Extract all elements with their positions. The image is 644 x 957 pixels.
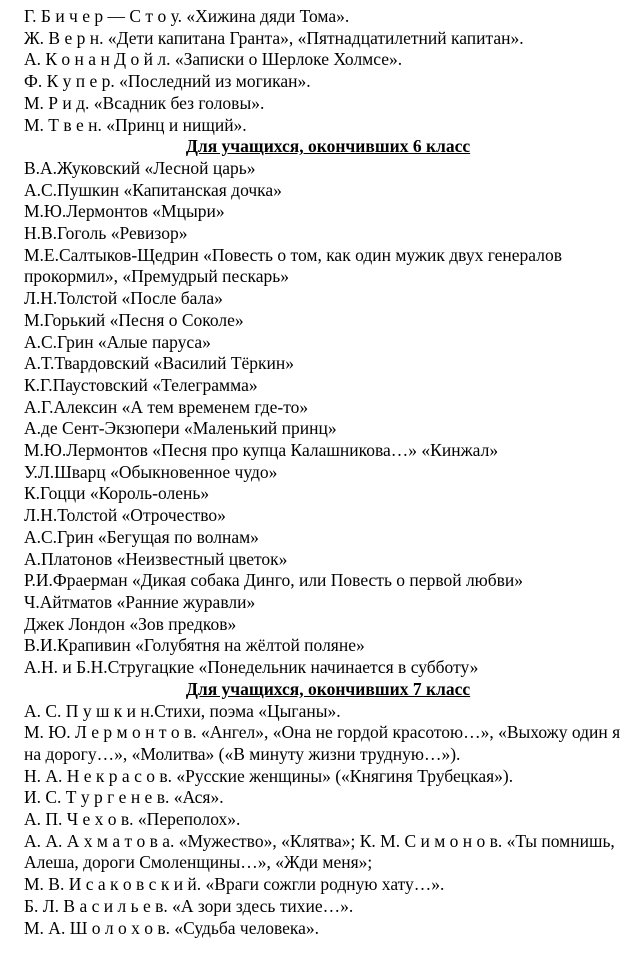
list-item: М. В. И с а к о в с к и й. «Враги сожгли родную хату…».	[24, 874, 445, 895]
list-item: А.С.Грин «Алые паруса»	[24, 331, 211, 352]
reading-list-grade-7	[24, 701, 632, 940]
list-item: А.де Сент-Экзюпери «Маленький принц»	[24, 418, 337, 439]
list-item: К.Гоцци «Король-олень»	[24, 483, 210, 504]
list-item: А.С.Пушкин «Капитанская дочка»	[24, 179, 282, 200]
list-item: Г. Б и ч е р — С т о у. «Хижина дяди Тома».	[24, 6, 350, 26]
list-item: И. С. Т у р г е н е в. «Ася».	[24, 787, 224, 808]
list-item: Джек Лондон «Зов предков»	[24, 613, 237, 634]
list-item: А.Т.Твардовский «Василий Тёркин»	[24, 353, 295, 374]
list-item: М.Ю.Лермонтов «Песня про купца Калашникова…» «Кинжал»	[24, 440, 499, 461]
section-heading-grade-6: Для учащихся, окончивших 6 класс	[185, 136, 471, 157]
list-item: Р.И.Фраерман «Дикая собака Динго, или Повесть о первой любви»	[24, 570, 524, 591]
list-item: Н. А. Н е к р а с о в. «Русские женщины» («Княгиня Трубецкая»).	[24, 765, 514, 786]
list-item: К.Г.Паустовский «Телеграмма»	[24, 374, 258, 395]
list-item: М.Ю.Лермонтов «Мцыри»	[24, 201, 225, 222]
list-item: Ч.Айтматов «Ранние журавли»	[24, 591, 256, 612]
list-item: М.Е.Салтыков-Щедрин «Повесть о том, как один мужик двух генералов прокормил», «Премудрый пескарь»	[24, 244, 562, 287]
list-item: Н.В.Гоголь «Ревизор»	[24, 223, 188, 244]
list-item: Б. Л. В а с и л ь е в. «А зори здесь тихие…».	[24, 895, 354, 916]
list-item: М.Горький «Песня о Соколе»	[24, 309, 244, 330]
list-item: А. П. Ч е х о в. «Переполох».	[24, 809, 241, 830]
list-item: А.Н. и Б.Н.Стругацкие «Понедельник начинается в субботу»	[24, 657, 479, 678]
section-heading-grade-7: Для учащихся, окончивших 7 класс	[185, 678, 471, 699]
reading-list-general	[24, 6, 632, 136]
list-item: А. К о н а н Д о й л. «Записки о Шерлоке Холмсе».	[24, 49, 403, 70]
list-item: М. Р и д. «Всадник без головы».	[24, 92, 265, 113]
list-item: А.Г.Алексин «А тем временем где-то»	[24, 396, 309, 417]
list-item: М. Т в е н. «Принц и нищий».	[24, 114, 247, 135]
list-item: У.Л.Шварц «Обыкновенное чудо»	[24, 461, 278, 482]
list-item: Л.Н.Толстой «Отрочество»	[24, 505, 226, 526]
list-item: А. А. А х м а т о в а. «Мужество», «Клятва»; К. М. С и м о н о в. «Ты помнишь, Алеша, дороги Смоленщины…», «Жди меня»;	[24, 830, 615, 873]
list-item: Ф. К у п е р. «Последний из могикан».	[24, 71, 311, 92]
list-item: А. С. П у ш к и н.Стихи, поэма «Цыганы».	[24, 700, 341, 721]
list-item: В.А.Жуковский «Лесной царь»	[24, 157, 256, 178]
list-item: А.С.Грин «Бегущая по волнам»	[24, 526, 259, 547]
list-item: Ж. В е р н. «Дети капитана Гранта», «Пятнадцатилетний капитан».	[24, 27, 524, 48]
list-item: В.И.Крапивин «Голубятня на жёлтой поляне»	[24, 635, 365, 656]
list-item: М. А. Ш о л о х о в. «Судьба человека».	[24, 917, 320, 938]
reading-list-grade-6	[24, 158, 632, 679]
list-item: А.Платонов «Неизвестный цветок»	[24, 548, 288, 569]
list-item: М. Ю. Л е р м о н т о в. «Ангел», «Она не гордой красотою…», «Выхожу один я на дорогу…», «Молитва» («В минуту жизни трудную…»).	[24, 722, 621, 764]
list-item: Л.Н.Толстой «После бала»	[24, 288, 223, 309]
